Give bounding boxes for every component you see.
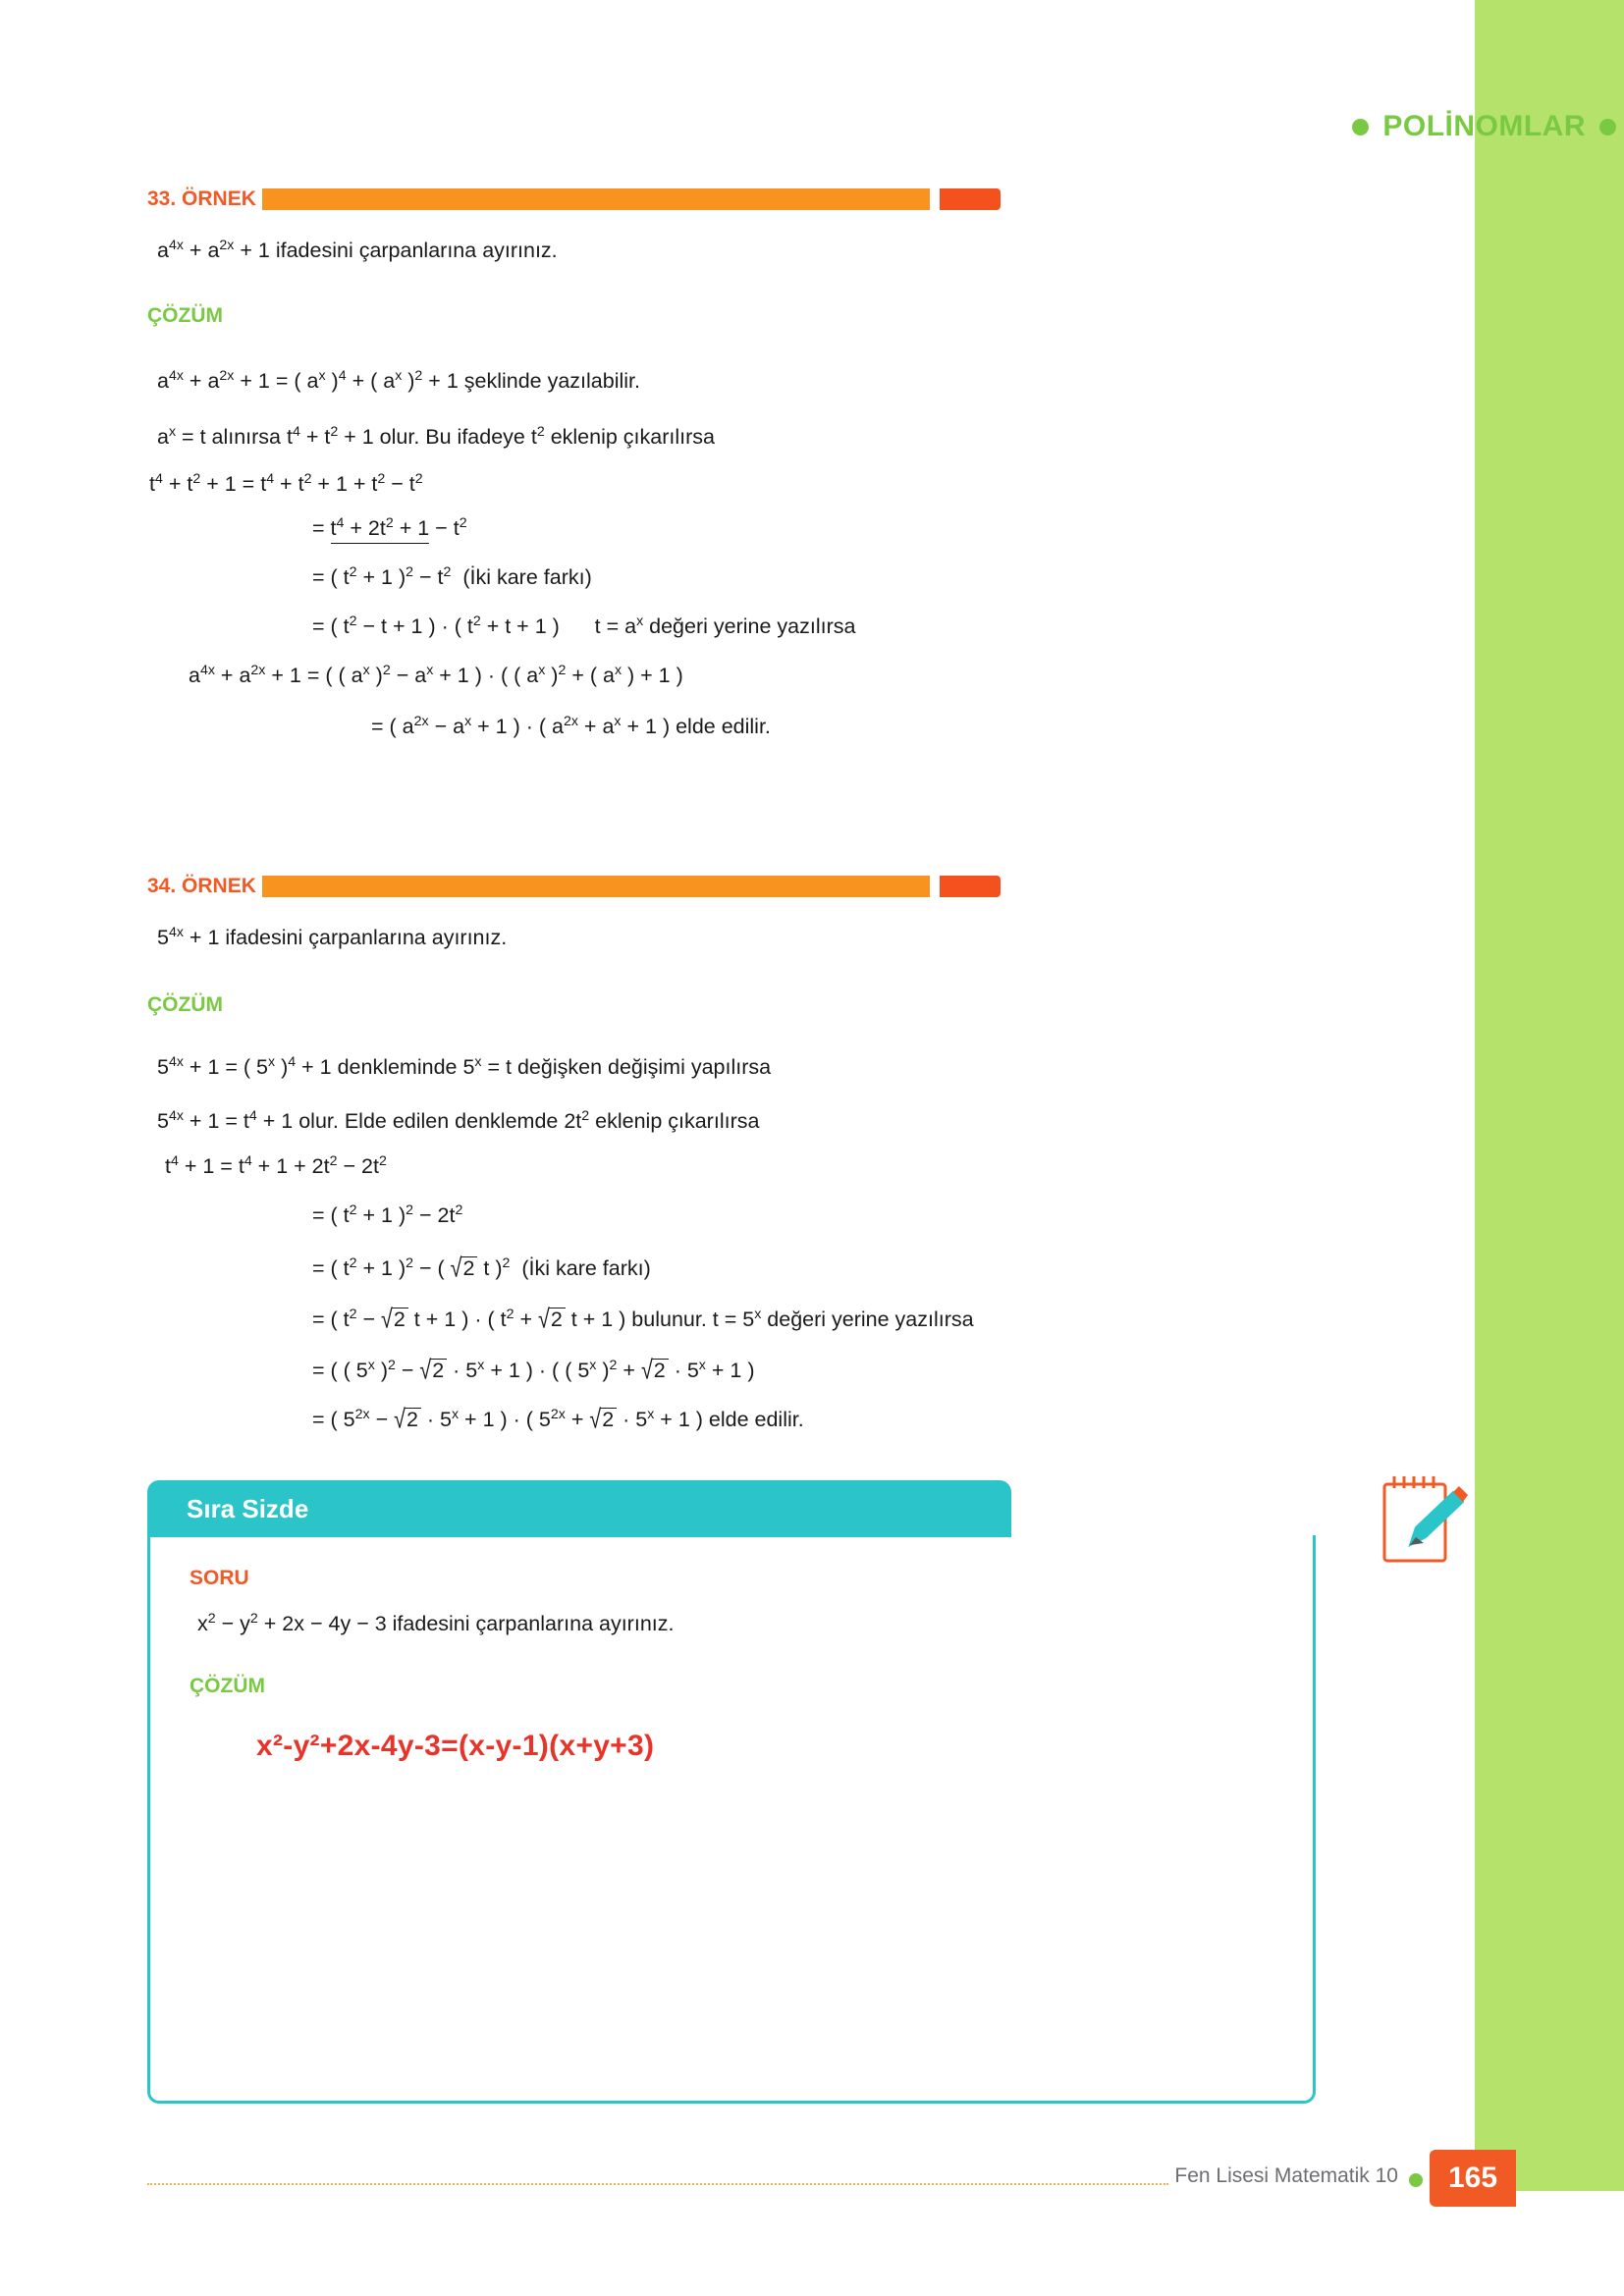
sira-sizde-box bbox=[147, 1480, 1316, 2104]
example-33-line-6: = ( $t^2 - t + 1$ ) · ( $t^2 + t + 1$ ) $t = a^x$ değeri yerine yazılırsa bbox=[312, 613, 856, 638]
example-33-line-2: $a^x = t$ alınırsa $t^4 + t^2 + 1$ olur. Bu ifadeye $t^2$ eklenip çıkarılırsa bbox=[157, 423, 715, 449]
example-34-question: $5^{4x} + 1$ ifadesini çarpanlarına ayırınız. bbox=[157, 924, 508, 949]
example-33-line-5: = ( $t^2 + 1$ )$^2 - t^2$ (İki kare farkı) bbox=[312, 563, 592, 589]
example-33-question: $a^{4x} + a^{2x} + 1$ ifadesini çarpanlarına ayırınız. bbox=[157, 237, 558, 262]
example-34-line-7: = ( ( 5$^x$ )$^2 - √2 \cdot 5^x + 1$ ) · ( ( 5$^x$ )$^2 + √2 \cdot 5^x + 1$ ) bbox=[312, 1355, 755, 1385]
sira-sizde-cozum-label: ÇÖZÜM bbox=[189, 1675, 265, 1697]
right-green-band bbox=[1475, 0, 1624, 2191]
sira-sizde-title-tab bbox=[147, 1480, 1011, 1537]
sira-sizde-title: Sıra Sizde bbox=[187, 1493, 309, 1523]
example-33-line-7: $a^{4x} + a^{2x} + 1$ = ( ( $a^x$ )$^2 - a^x + 1$ ) · ( ( $a^x$ )$^2$ + ( $a^x$ ) + 1 ) bbox=[189, 662, 683, 687]
example-33-solution-label: ÇÖZÜM bbox=[147, 304, 223, 327]
soru-text: $x^2 - y^2 + 2x - 4y - 3$ ifadesini çarpanlarına ayırınız. bbox=[197, 1610, 675, 1635]
example-34-bar-end bbox=[940, 876, 1001, 897]
example-33-line-4: = $t^4 + 2t^2 + 1 - t^2$ bbox=[312, 518, 467, 540]
bullet-dot-left-icon bbox=[1352, 119, 1369, 135]
example-34-line-6: = ( $t^2 - √2$ t + 1 ) · ( $t^2 + √2$ t + 1 ) bulunur. $t = 5^x$ değeri yerine yazılırsa bbox=[312, 1304, 974, 1334]
chapter-header bbox=[1352, 110, 1616, 143]
example-33-line-1: $a^{4x} + a^{2x} + 1$ = ( $a^x$ )$^4$ + ( $a^x$ )$^2$ + 1 şeklinde yazılabilir. bbox=[157, 367, 640, 393]
example-33-line-3: $t^4 + t^2 + 1 = t^4 + t^2 + 1 + t^2 - t^2$ bbox=[149, 470, 423, 496]
example-33-bar-end bbox=[940, 188, 1001, 210]
page-number: 165 bbox=[1447, 2162, 1498, 2194]
example-33-header bbox=[147, 187, 1001, 212]
example-34-line-3: $t^4 + 1 = t^4 + 1 + 2t^2 - 2t^2$ bbox=[165, 1152, 387, 1178]
example-34-line-4: = ( $t^2 + 1$ )$^2 - 2t^2$ bbox=[312, 1201, 463, 1227]
footer-divider bbox=[147, 2183, 1168, 2185]
example-34-label: 34. ÖRNEK bbox=[147, 875, 256, 897]
example-34-header bbox=[147, 874, 1001, 899]
example-34-line-1: $5^{4x} + 1$ = ( 5$^x$ )$^4$ + 1 denkleminde $5^x = t$ değişken değişimi yapılırsa bbox=[157, 1053, 772, 1079]
example-33-label: 33. ÖRNEK bbox=[147, 187, 256, 210]
example-34-bar bbox=[262, 876, 930, 897]
example-33-line-8: = ( $a^{2x} - a^x + 1$ ) · ( $a^{2x} + a^x + 1$ ) elde edilir. bbox=[371, 713, 771, 738]
example-34-solution-label: ÇÖZÜM bbox=[147, 993, 223, 1016]
example-34-line-2: $5^{4x} + 1 = t^4 + 1$ olur. Elde edilen denklemde $2t^2$ eklenip çıkarılırsa bbox=[157, 1107, 760, 1133]
soru-label: SORU bbox=[189, 1567, 249, 1589]
notepad-pencil-icon bbox=[1367, 1472, 1475, 1571]
chapter-title: POLİNOMLAR bbox=[1382, 110, 1586, 142]
bullet-dot-right-icon bbox=[1599, 119, 1616, 135]
page-number-badge bbox=[1430, 2150, 1516, 2207]
example-34-line-8: = ( $5^{2x} - √2 \cdot 5^x + 1$ ) · ( $5^{2x} + √2 \cdot 5^x + 1$ ) elde edilir. bbox=[312, 1404, 804, 1434]
footer-bullet-icon bbox=[1409, 2173, 1423, 2187]
example-33-bar bbox=[262, 188, 930, 210]
handwritten-answer: x²-y²+2x-4y-3=(x-y-1)(x+y+3) bbox=[256, 1730, 655, 1762]
sira-sizde-body bbox=[147, 1535, 1316, 2104]
example-34-line-5: = ( $t^2 + 1$ )$^2$ − ( √2 t )$^2$ (İki kare farkı) bbox=[312, 1253, 651, 1283]
footer-book-title: Fen Lisesi Matematik 10 bbox=[1174, 2164, 1398, 2187]
